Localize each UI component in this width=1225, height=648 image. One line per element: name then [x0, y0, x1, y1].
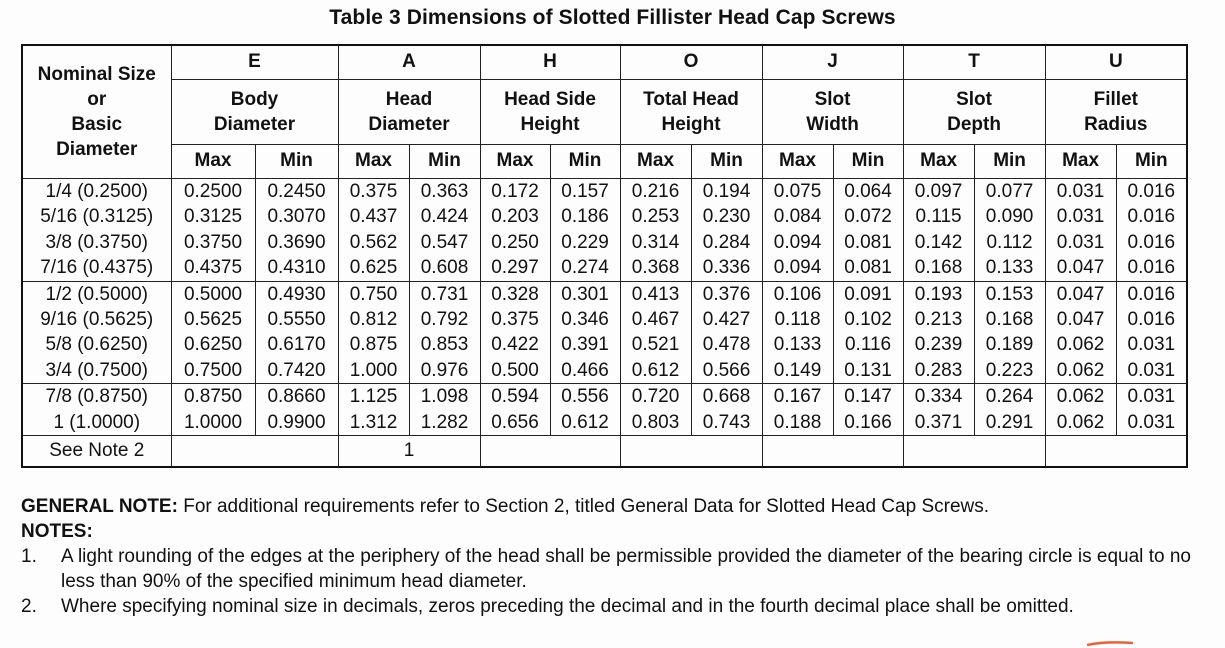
dimension-value: 0.106 — [773, 283, 822, 305]
note-item — [21, 544, 1191, 594]
column-letter: O — [620, 45, 762, 80]
dimension-value: 0.031 — [1127, 411, 1176, 433]
dimension-value: 0.284 — [702, 231, 751, 253]
nominal-size-value: 1/2 (0.5000) — [45, 283, 148, 305]
header-row-descriptions — [22, 80, 1187, 145]
see-note-value — [903, 436, 1045, 468]
header-row-letters — [22, 45, 1187, 80]
see-note-value — [1045, 436, 1187, 468]
dimension-value: 0.3750 — [183, 231, 243, 253]
dimension-value: 0.5550 — [267, 309, 326, 331]
dimension-value: 0.371 — [914, 411, 963, 433]
column-description — [171, 80, 338, 145]
column-description-line2: Width — [806, 114, 859, 135]
dimension-value: 0.016 — [1127, 206, 1176, 228]
dimension-value: 0.031 — [1056, 231, 1105, 253]
value-cell — [974, 281, 1045, 384]
dimension-value: 0.743 — [702, 411, 751, 433]
value-cell — [1045, 281, 1116, 384]
value-cell — [620, 179, 691, 282]
see-note-label: See Note 2 — [22, 436, 171, 468]
value-cell — [338, 281, 409, 384]
max-header: Max — [480, 145, 550, 179]
value-cell — [762, 179, 833, 282]
dimension-value: 0.314 — [631, 231, 680, 253]
dimension-value: 0.803 — [631, 411, 680, 433]
dimension-value: 0.016 — [1127, 257, 1176, 279]
nominal-size-header-line: Diameter — [56, 139, 138, 160]
dimension-value: 0.566 — [702, 359, 751, 381]
dimension-value: 1.000 — [349, 359, 398, 381]
dimension-value: 0.7420 — [267, 359, 326, 381]
column-description-line1: Slot — [814, 89, 851, 110]
dimension-value: 0.031 — [1127, 386, 1176, 408]
value-cell — [903, 281, 974, 384]
dimension-value: 0.291 — [985, 411, 1034, 433]
dimension-value: 0.223 — [985, 359, 1034, 381]
dimension-value: 0.047 — [1056, 309, 1105, 331]
value-cell — [691, 384, 762, 436]
value-cell — [903, 384, 974, 436]
column-description-line1: Slot — [956, 89, 992, 110]
min-header: Min — [550, 145, 620, 179]
nominal-size-value: 5/16 (0.3125) — [40, 206, 154, 228]
dimension-value: 0.091 — [844, 283, 892, 305]
max-header: Max — [171, 145, 255, 179]
dimension-value: 0.153 — [985, 283, 1034, 305]
table-row-group — [22, 384, 1187, 436]
nominal-size-cell — [22, 281, 171, 384]
dimension-value: 0.239 — [914, 334, 963, 356]
value-cell — [1116, 281, 1187, 384]
nominal-size-cell — [22, 179, 171, 282]
value-cell — [338, 384, 409, 436]
min-header: Min — [691, 145, 762, 179]
see-note-value — [480, 436, 620, 468]
dimension-value: 0.193 — [914, 283, 963, 305]
notes-section — [21, 494, 1191, 619]
nominal-size-value: 3/8 (0.3750) — [45, 231, 148, 253]
dimension-value: 0.334 — [914, 386, 963, 408]
dimension-value: 0.656 — [491, 411, 539, 433]
dimension-value: 0.016 — [1127, 231, 1176, 253]
value-cell — [620, 384, 691, 436]
value-cell — [550, 179, 620, 282]
dimension-value: 0.2500 — [183, 181, 243, 202]
dimension-value: 0.116 — [844, 334, 892, 356]
value-cell — [550, 384, 620, 436]
general-note-text: For additional requirements refer to Section 2, titled General Data for Slotted Head Cap Screws. — [177, 496, 990, 517]
dimension-value: 0.301 — [561, 283, 609, 305]
min-header: Min — [974, 145, 1045, 179]
dimension-value: 0.062 — [1056, 334, 1105, 356]
dimension-value: 0.792 — [420, 309, 469, 331]
min-header: Min — [409, 145, 480, 179]
general-note — [21, 494, 1191, 519]
value-cell — [255, 281, 338, 384]
dimension-value: 0.133 — [985, 257, 1034, 279]
dimension-value: 0.424 — [420, 206, 469, 228]
dimension-value: 0.081 — [844, 257, 892, 279]
column-letter: A — [338, 45, 480, 80]
nominal-size-value: 3/4 (0.7500) — [45, 359, 148, 381]
value-cell — [974, 179, 1045, 282]
dimension-value: 0.172 — [491, 181, 539, 202]
dimension-value: 0.750 — [349, 283, 398, 305]
dimension-value: 0.250 — [491, 231, 539, 253]
value-cell — [409, 179, 480, 282]
dimension-value: 0.062 — [1056, 386, 1105, 408]
column-description-line2: Height — [520, 114, 580, 135]
dimension-value: 1.282 — [420, 411, 469, 433]
dimension-value: 0.213 — [914, 309, 963, 331]
dimension-value: 0.075 — [773, 181, 822, 202]
dimension-value: 0.147 — [844, 386, 892, 408]
value-cell — [171, 179, 255, 282]
column-letter: H — [480, 45, 620, 80]
value-cell — [1116, 179, 1187, 282]
nominal-size-header-line: or — [87, 89, 107, 110]
dimension-value: 0.467 — [631, 309, 680, 331]
column-description-line1: Fillet — [1093, 89, 1138, 110]
min-header: Min — [1116, 145, 1187, 179]
dimension-value: 0.142 — [914, 231, 963, 253]
dimension-value: 0.375 — [349, 181, 398, 202]
column-description-line2: Height — [661, 114, 721, 135]
orange-pen-mark — [1085, 640, 1135, 646]
column-description-line2: Depth — [947, 114, 1001, 135]
nominal-size-value: 1 (1.0000) — [53, 411, 141, 433]
dimension-value: 0.625 — [349, 257, 398, 279]
dimension-value: 0.6250 — [183, 334, 243, 356]
value-cell — [903, 179, 974, 282]
header-row-maxmin — [22, 145, 1187, 179]
note-number: 1. — [21, 546, 37, 567]
value-cell — [691, 179, 762, 282]
column-description-line2: Diameter — [368, 114, 450, 135]
dimension-value: 0.297 — [491, 257, 539, 279]
dimension-value: 0.115 — [915, 206, 962, 228]
dimension-value: 0.216 — [631, 181, 680, 202]
dimension-value: 0.188 — [773, 411, 822, 433]
nominal-size-value: 9/16 (0.5625) — [40, 309, 154, 331]
dimension-value: 0.112 — [986, 231, 1033, 253]
dimension-value: 1.125 — [349, 386, 398, 408]
note-text: Where specifying nominal size in decimals, zeros preceding the decimal and in the fourth decimal place shall be omitted. — [61, 596, 1074, 617]
table-row-group — [22, 281, 1187, 384]
dimension-value: 1.098 — [420, 386, 469, 408]
nominal-size-header — [22, 45, 171, 179]
value-cell — [691, 281, 762, 384]
value-cell — [1116, 384, 1187, 436]
dimension-value: 0.064 — [844, 181, 892, 202]
column-description — [620, 80, 762, 145]
note-text: A light rounding of the edges at the periphery of the head shall be permissible provided the diameter of the bearing circle is equal to no less than 90% of the specified minimum head diameter. — [61, 546, 1191, 592]
dimension-value: 0.8660 — [267, 386, 326, 408]
value-cell — [171, 281, 255, 384]
dimension-value: 0.368 — [631, 257, 680, 279]
nominal-size-header-line: Nominal Size — [37, 64, 156, 85]
dimension-value: 0.612 — [631, 359, 680, 381]
dimension-value: 0.072 — [844, 206, 892, 228]
value-cell — [480, 281, 550, 384]
dimension-value: 0.478 — [702, 334, 751, 356]
column-letter: E — [171, 45, 338, 80]
see-note-row — [22, 436, 1187, 468]
dimension-value: 0.413 — [631, 283, 680, 305]
column-description-line1: Head Side — [504, 89, 596, 110]
dimension-value: 0.094 — [773, 257, 822, 279]
dimension-value: 0.283 — [914, 359, 963, 381]
dimension-value: 0.253 — [631, 206, 680, 228]
dimension-value: 0.375 — [491, 309, 539, 331]
notes-list — [21, 544, 1191, 619]
dimension-value: 0.731 — [420, 283, 469, 305]
dimension-value: 0.422 — [491, 334, 539, 356]
dimension-value: 0.194 — [702, 181, 751, 202]
dimension-value: 0.4375 — [183, 257, 243, 279]
dimension-value: 0.562 — [349, 231, 398, 253]
column-letter: J — [762, 45, 903, 80]
dimension-value: 0.328 — [491, 283, 539, 305]
dimension-value: 0.976 — [420, 359, 469, 381]
dimension-value: 0.168 — [985, 309, 1034, 331]
value-cell — [833, 281, 903, 384]
see-note-value — [171, 436, 338, 468]
dimension-value: 0.3125 — [183, 206, 243, 228]
dimension-value: 0.521 — [631, 334, 680, 356]
table-row-group — [22, 179, 1187, 282]
dimension-value: 0.594 — [491, 386, 539, 408]
note-number: 2. — [21, 596, 37, 617]
dimension-value: 0.668 — [702, 386, 751, 408]
dimension-value: 0.149 — [773, 359, 822, 381]
dimension-value: 0.062 — [1056, 359, 1105, 381]
dimension-value: 0.031 — [1056, 181, 1105, 202]
column-description-line1: Total Head — [643, 89, 739, 110]
dimension-value: 0.016 — [1127, 181, 1176, 202]
dimension-value: 0.084 — [773, 206, 822, 228]
dimension-value: 0.077 — [985, 181, 1034, 202]
value-cell — [833, 179, 903, 282]
dimension-value: 0.031 — [1127, 359, 1176, 381]
dimension-value: 0.229 — [561, 231, 609, 253]
dimension-value: 0.062 — [1056, 411, 1105, 433]
dimension-value: 0.118 — [774, 309, 821, 331]
dimension-value: 0.097 — [914, 181, 963, 202]
max-header: Max — [1045, 145, 1116, 179]
value-cell — [409, 281, 480, 384]
dimension-value: 0.556 — [561, 386, 609, 408]
see-note-value — [762, 436, 903, 468]
dimension-value: 0.102 — [844, 309, 892, 331]
see-note-value: 1 — [338, 436, 480, 468]
column-description — [480, 80, 620, 145]
value-cell — [1045, 384, 1116, 436]
dimension-value: 0.016 — [1127, 309, 1176, 331]
dimension-value: 0.8750 — [183, 386, 243, 408]
dimension-value: 0.264 — [985, 386, 1034, 408]
dimension-value: 0.376 — [702, 283, 751, 305]
dimension-value: 0.363 — [420, 181, 469, 202]
dimension-value: 0.157 — [561, 181, 609, 202]
value-cell — [762, 281, 833, 384]
nominal-size-cell — [22, 384, 171, 436]
table-title: Table 3 Dimensions of Slotted Fillister Head Cap Screws — [329, 6, 896, 29]
max-header: Max — [338, 145, 409, 179]
value-cell — [409, 384, 480, 436]
dimension-value: 0.2450 — [267, 181, 326, 202]
dimension-value: 0.094 — [773, 231, 822, 253]
nominal-size-value: 7/8 (0.8750) — [45, 386, 148, 408]
see-note-value — [620, 436, 762, 468]
max-header: Max — [903, 145, 974, 179]
value-cell — [974, 384, 1045, 436]
dimension-value: 0.131 — [844, 359, 892, 381]
column-letter: U — [1045, 45, 1187, 80]
nominal-size-header-line: Basic — [71, 114, 123, 135]
dimension-value: 0.336 — [702, 257, 751, 279]
nominal-size-value: 1/4 (0.2500) — [45, 181, 148, 202]
column-description — [762, 80, 903, 145]
min-header: Min — [255, 145, 338, 179]
dimension-value: 0.5625 — [183, 309, 243, 331]
notes-heading: NOTES: — [21, 521, 93, 542]
dimension-value: 0.081 — [844, 231, 892, 253]
dimension-value: 0.168 — [914, 257, 963, 279]
value-cell — [480, 179, 550, 282]
value-cell — [480, 384, 550, 436]
dimension-value: 0.167 — [773, 386, 822, 408]
dimension-value: 0.189 — [985, 334, 1034, 356]
value-cell — [338, 179, 409, 282]
dimension-value: 0.031 — [1056, 206, 1105, 228]
value-cell — [255, 384, 338, 436]
max-header: Max — [762, 145, 833, 179]
dimension-value: 0.608 — [420, 257, 469, 279]
max-header: Max — [620, 145, 691, 179]
dimension-value: 0.853 — [420, 334, 469, 356]
value-cell — [620, 281, 691, 384]
dimension-value: 0.031 — [1127, 334, 1176, 356]
dimension-value: 1.312 — [349, 411, 398, 433]
dimension-value: 0.427 — [702, 309, 751, 331]
column-letter: T — [903, 45, 1045, 80]
dimension-value: 0.133 — [773, 334, 822, 356]
dimension-value: 1.0000 — [183, 411, 243, 433]
column-description-line1: Head — [385, 89, 433, 110]
dimension-value: 0.274 — [561, 257, 609, 279]
dimension-value: 0.016 — [1127, 283, 1176, 305]
dimension-value: 0.720 — [631, 386, 680, 408]
dimension-value: 0.5000 — [183, 283, 243, 305]
dimension-value: 0.812 — [349, 309, 398, 331]
column-description — [338, 80, 480, 145]
dimension-value: 0.346 — [561, 309, 609, 331]
column-description-line2: Radius — [1084, 114, 1148, 135]
nominal-size-value: 5/8 (0.6250) — [45, 334, 148, 356]
dimension-value: 0.547 — [420, 231, 469, 253]
dimension-value: 0.3690 — [267, 231, 326, 253]
dimension-value: 0.203 — [491, 206, 539, 228]
dimension-value: 0.466 — [561, 359, 609, 381]
dimension-value: 0.6170 — [267, 334, 326, 356]
value-cell — [1045, 179, 1116, 282]
value-cell — [171, 384, 255, 436]
column-description — [903, 80, 1045, 145]
dimension-value: 0.437 — [349, 206, 398, 228]
value-cell — [762, 384, 833, 436]
note-item — [21, 594, 1191, 619]
dimension-value: 0.186 — [561, 206, 609, 228]
general-note-label: GENERAL NOTE: — [21, 496, 178, 517]
dimension-value: 0.090 — [985, 206, 1034, 228]
value-cell — [833, 384, 903, 436]
column-description — [1045, 80, 1187, 145]
column-description-line2: Diameter — [213, 114, 296, 135]
dimension-value: 0.9900 — [267, 411, 326, 433]
value-cell — [550, 281, 620, 384]
dimension-value: 0.166 — [844, 411, 892, 433]
dimension-value: 0.230 — [702, 206, 751, 228]
dimension-value: 0.4930 — [267, 283, 326, 305]
dimension-value: 0.3070 — [267, 206, 326, 228]
min-header: Min — [833, 145, 903, 179]
column-description-line1: Body — [230, 89, 279, 110]
dimensions-table — [21, 44, 1188, 468]
dimension-value: 0.047 — [1056, 257, 1105, 279]
dimension-value: 0.7500 — [183, 359, 243, 381]
value-cell — [255, 179, 338, 282]
dimension-value: 0.391 — [561, 334, 609, 356]
dimension-value: 0.875 — [349, 334, 398, 356]
nominal-size-value: 7/16 (0.4375) — [40, 257, 154, 279]
dimension-value: 0.612 — [561, 411, 609, 433]
dimension-value: 0.4310 — [267, 257, 326, 279]
dimension-value: 0.500 — [491, 359, 539, 381]
dimension-value: 0.047 — [1056, 283, 1105, 305]
